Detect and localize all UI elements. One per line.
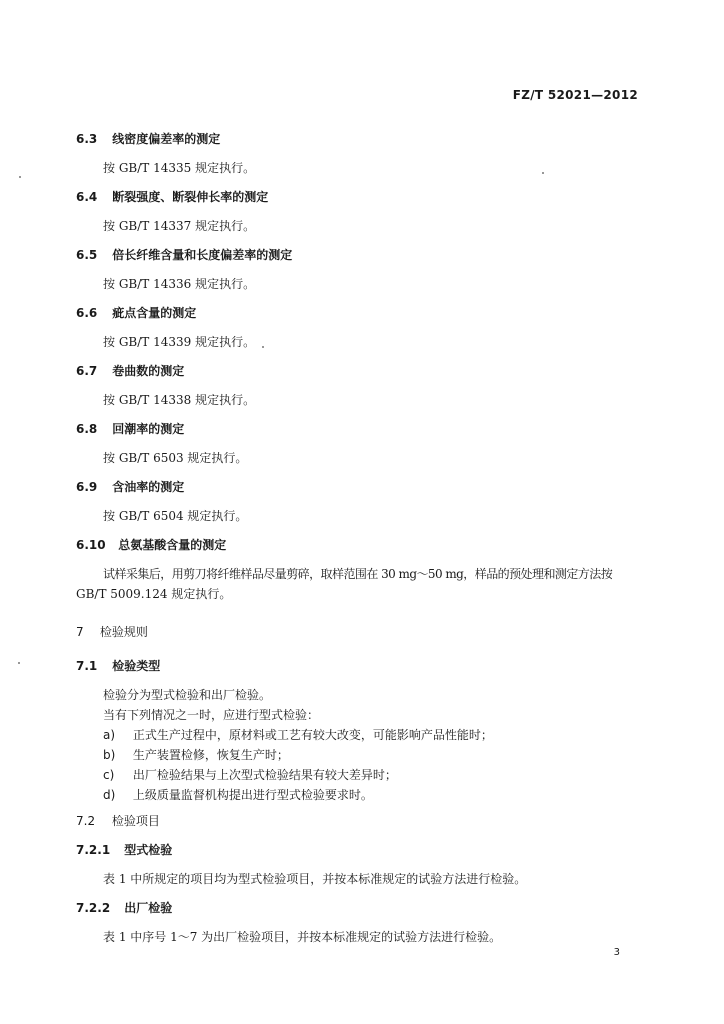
- section-number: 7.1: [76, 659, 98, 673]
- list-item-text: 生产装置检修，恢复生产时；: [132, 748, 289, 762]
- chapter-title: 检验规则: [99, 625, 148, 639]
- section-title: 卷曲数的测定: [112, 364, 185, 378]
- section-heading-6-8: [76, 420, 184, 437]
- list-item-text: 上级质量监督机构提出进行型式检验要求时。: [132, 788, 373, 802]
- section-heading-7-2-2: [76, 899, 172, 916]
- scan-speck: [18, 662, 20, 664]
- scan-speck: [262, 346, 264, 348]
- list-item-a: [103, 726, 493, 743]
- list-item-d: [103, 786, 373, 803]
- section-title: 回潮率的测定: [112, 422, 185, 436]
- section-text-6-7: 按 GB/T 14338 规定执行。: [103, 393, 256, 407]
- section-number: 6.5: [76, 248, 98, 262]
- section-title: 断裂强度、断裂伸长率的测定: [112, 190, 269, 204]
- section-heading-6-4: [76, 188, 268, 205]
- list-item-text: 出厂检验结果与上次型式检验结果有较大差异时；: [132, 768, 397, 782]
- section-title: 疵点含量的测定: [112, 306, 197, 320]
- section-text-6-5: 按 GB/T 14336 规定执行。: [103, 277, 256, 291]
- list-item-text: 正式生产过程中，原材料或工艺有较大改变，可能影响产品性能时；: [132, 728, 493, 742]
- section-title: 型式检验: [124, 843, 173, 857]
- section-heading-6-10: [76, 536, 226, 553]
- section-number: 6.3: [76, 132, 98, 146]
- section-number: 6.8: [76, 422, 98, 436]
- section-title: 总氨基酸含量的测定: [118, 538, 227, 552]
- section-number: 7.2.2: [76, 901, 111, 915]
- list-marker: b): [103, 748, 116, 762]
- chapter-heading-7: [76, 623, 148, 640]
- standard-code: FZ/T 52021—2012: [512, 88, 638, 102]
- section-heading-6-5: [76, 246, 292, 263]
- section-heading-6-3: [76, 130, 220, 147]
- section-text-6-6: 按 GB/T 14339 规定执行。: [103, 335, 256, 349]
- section-title: 检验项目: [111, 814, 160, 828]
- section-title: 检验类型: [112, 659, 161, 673]
- section-text-6-9: 按 GB/T 6504 规定执行。: [103, 509, 248, 523]
- section-text-7-2-2: 表 1 中序号 1～7 为出厂检验项目，并按本标准规定的试验方法进行检验。: [103, 930, 502, 944]
- section-number: 6.4: [76, 190, 98, 204]
- section-text-6-3: 按 GB/T 14335 规定执行。: [103, 161, 256, 175]
- section-text-6-10-line2: GB/T 5009.124 规定执行。: [76, 587, 232, 601]
- section-text-7-1-line1: 检验分为型式检验和出厂检验。: [103, 688, 272, 702]
- section-text-6-10-line1: 试样采集后，用剪刀将纤维样品尽量剪碎，取样范围在 30 mg～50 mg，样品的预处理和测定方法按: [103, 567, 613, 581]
- section-text-7-2-1: 表 1 中所规定的项目均为型式检验项目，并按本标准规定的试验方法进行检验。: [103, 872, 527, 886]
- section-number: 6.10: [76, 538, 106, 552]
- page-number: 3: [613, 947, 620, 958]
- section-text-6-8: 按 GB/T 6503 规定执行。: [103, 451, 248, 465]
- scan-speck: [19, 176, 21, 178]
- list-item-c: [103, 766, 397, 783]
- section-heading-7-1: [76, 657, 160, 674]
- section-title: 含油率的测定: [112, 480, 185, 494]
- section-number: 6.6: [76, 306, 98, 320]
- section-text-6-4: 按 GB/T 14337 规定执行。: [103, 219, 256, 233]
- section-heading-6-6: [76, 304, 196, 321]
- section-number: 7.2: [76, 814, 96, 828]
- list-marker: c): [103, 768, 115, 782]
- section-title: 线密度偏差率的测定: [112, 132, 221, 146]
- section-heading-6-9: [76, 478, 184, 495]
- section-title: 倍长纤维含量和长度偏差率的测定: [112, 248, 293, 262]
- scan-speck: [542, 172, 544, 174]
- list-item-b: [103, 746, 289, 763]
- section-number: 6.7: [76, 364, 98, 378]
- section-title: 出厂检验: [124, 901, 173, 915]
- section-heading-7-2: [76, 812, 160, 829]
- section-heading-6-7: [76, 362, 184, 379]
- list-marker: a): [103, 728, 116, 742]
- section-number: 7.2.1: [76, 843, 111, 857]
- list-marker: d): [103, 788, 116, 802]
- section-heading-7-2-1: [76, 841, 172, 858]
- section-text-7-1-line2: 当有下列情况之一时，应进行型式检验：: [103, 708, 320, 722]
- section-number: 6.9: [76, 480, 98, 494]
- chapter-number: 7: [76, 625, 84, 639]
